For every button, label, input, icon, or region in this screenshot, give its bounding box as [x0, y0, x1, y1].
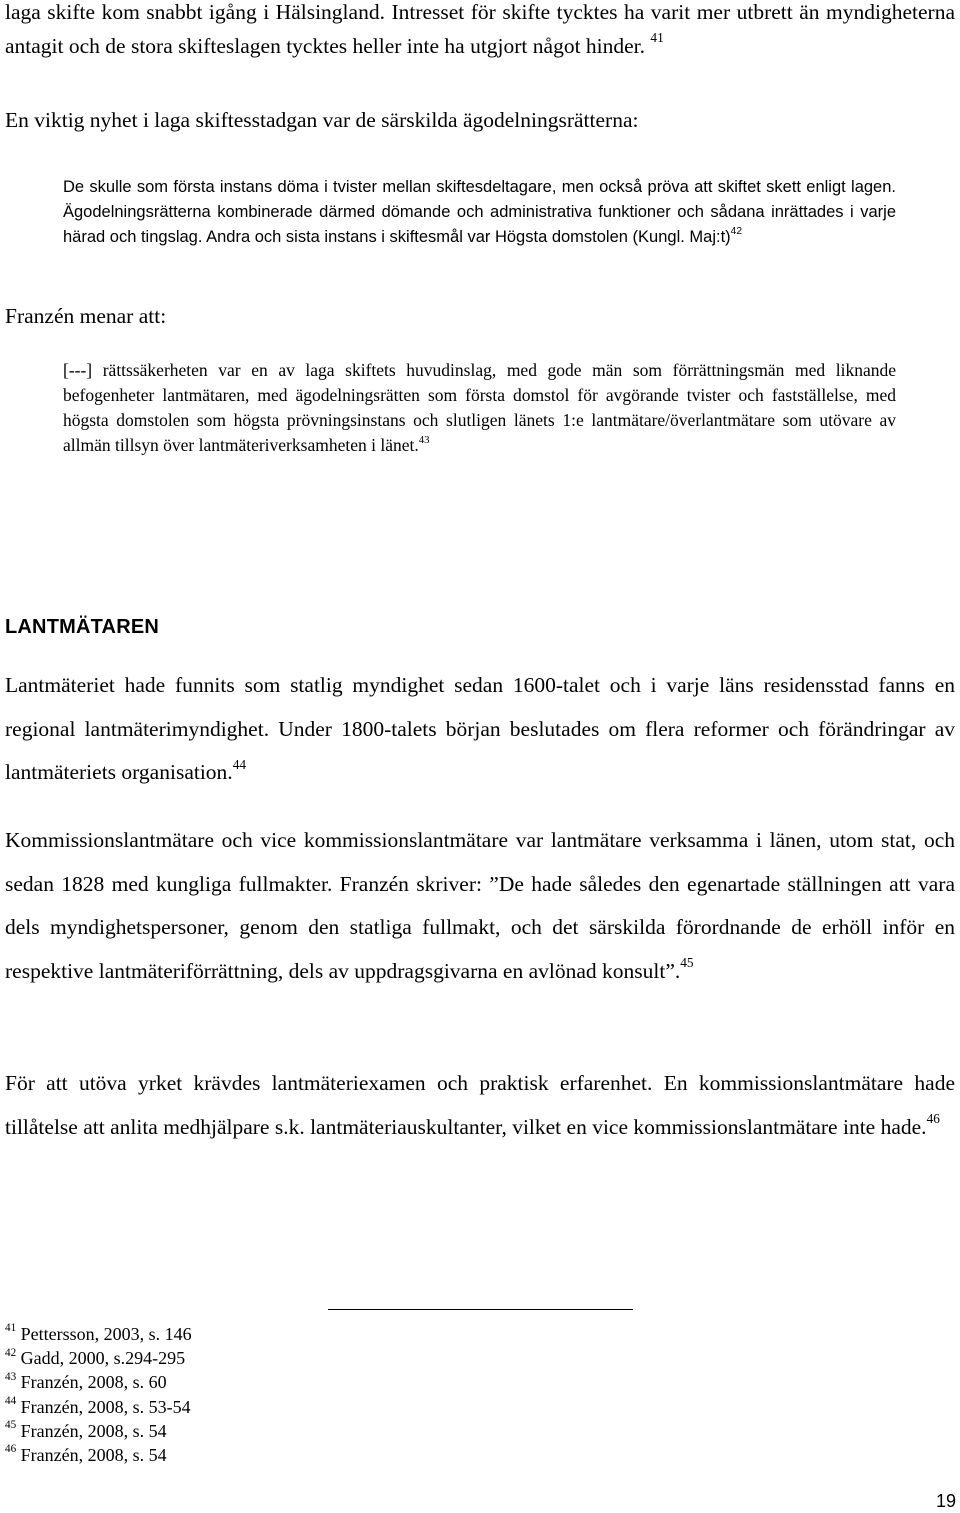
- footnote-number: 45: [5, 1419, 17, 1432]
- block-quote-1: [63, 175, 896, 250]
- block-quote-2: [63, 358, 896, 458]
- paragraph-1: [5, 664, 955, 795]
- paragraph-text: laga skifte kom snabbt igång i Hälsingland. Intresset för skifte tycktes ha varit mer utbrett än myndigheterna antagit och de stora skifteslagen tycktes heller inte ha utgjort något hinder.: [5, 0, 955, 58]
- paragraph-franzen: [5, 300, 955, 334]
- footnote-text: Franzén, 2008, s. 53-54: [20, 1396, 191, 1417]
- footnote-item: [5, 1419, 192, 1443]
- footnote-item: [5, 1395, 192, 1419]
- paragraph-text: En viktig nyhet i laga skiftesstadgan var de särskilda ägodelningsrätterna:: [5, 108, 639, 132]
- paragraph-text: Lantmäteriet hade funnits som statlig myndighet sedan 1600-talet och i varje läns residensstad fanns en regional lantmäterimyndighet. Under 1800-talets början beslutades om flera reformer och förändringar av lantmäteriets organisation.: [5, 673, 955, 784]
- footnote-ref[interactable]: 41: [650, 30, 664, 46]
- footnote-ref[interactable]: 42: [730, 225, 743, 237]
- paragraph-text: Kommissionslantmätare och vice kommissionslantmätare var lantmätare verksamma i länen, utom stat, och sedan 1828 med kungliga fullmakter. Franzén skriver: ”De hade således den egenartade ställningen att vara dels myndighetspersoner, genom den statliga fullmakt, och det särskilda förordnande de erhöll inför en respektive lantmäteriförrättning, dels av uppdragsgivarna en avlönad konsult”.: [5, 828, 955, 983]
- footnote-ref[interactable]: 43: [418, 433, 430, 446]
- footnote-separator: [328, 1309, 633, 1310]
- footnote-text: Franzén, 2008, s. 54: [20, 1445, 167, 1466]
- footnote-item: [5, 1443, 192, 1467]
- paragraph-text: För att utöva yrket krävdes lantmäteriexamen och praktisk erfarenhet. En kommissionslantmätare hade tillåtelse att anlita medhjälpare s.k. lantmäteriauskultanter, vilket en vice kommissionslantmätare inte hade.: [5, 1071, 955, 1139]
- paragraph-3: [5, 1062, 955, 1149]
- footnote-item: [5, 1346, 192, 1370]
- footnote-number: 42: [5, 1346, 17, 1359]
- footnote-item: [5, 1322, 192, 1346]
- footnote-ref[interactable]: 46: [926, 1111, 940, 1127]
- footnote-list: [5, 1322, 192, 1467]
- footnote-text: Franzén, 2008, s. 60: [20, 1372, 167, 1393]
- paragraph-2: [5, 819, 955, 993]
- footnote-number: 43: [5, 1370, 17, 1383]
- paragraph-continued: [5, 0, 955, 63]
- footnote-text: Pettersson, 2003, s. 146: [20, 1324, 192, 1344]
- footnote-number: 46: [5, 1443, 17, 1456]
- footnote-ref[interactable]: 45: [680, 955, 694, 971]
- footnote-item: [5, 1370, 192, 1394]
- footnote-number: 41: [5, 1322, 17, 1335]
- paragraph-intro: [5, 104, 955, 138]
- paragraph-text: Franzén menar att:: [5, 304, 167, 328]
- quote-text: De skulle som första instans döma i tvister mellan skiftesdeltagare, men också pröva att skiftet skett enligt lagen. Ägodelningsrätterna kombinerade därmed dömande och administrativa funktioner och sådana inrättades i varje härad och tingslag. Andra och sista instans i skiftesmål var Högsta domstolen (Kungl. Maj:t): [63, 178, 896, 246]
- footnote-text: Gadd, 2000, s.294-295: [20, 1348, 186, 1369]
- footnote-text: Franzén, 2008, s. 54: [20, 1420, 167, 1441]
- quote-text: [---] rättssäkerheten var en av laga skiftets huvudinslag, med gode män som förrättningsmän med liknande befogenheter lantmätaren, med ägodelningsrätten som första domstol för avgörande tvister och fastställelse, med högsta domstolen som högsta prövningsinstans och slutligen länets 1:e lantmätare/överlantmätare som utövare av allmän tillsyn över lantmäteriverksamheten i länet.: [63, 360, 896, 455]
- section-heading: LANTMÄTAREN: [5, 616, 160, 638]
- page-number: 19: [935, 1491, 956, 1511]
- footnote-number: 44: [5, 1394, 17, 1407]
- footnote-ref[interactable]: 44: [232, 756, 247, 772]
